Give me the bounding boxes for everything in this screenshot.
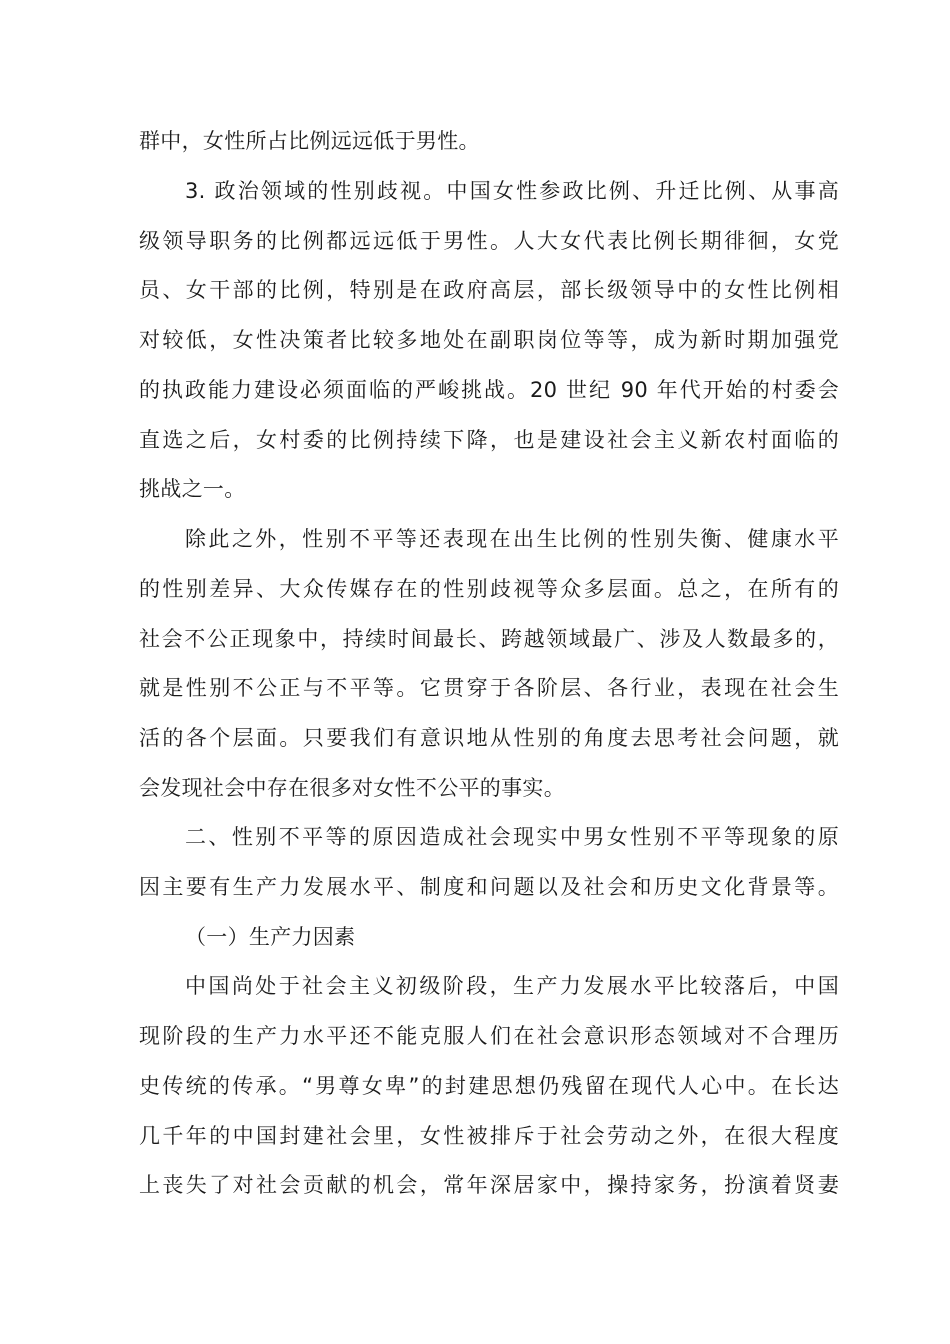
- text-line: 因主要有生产力发展水平、制度和问题以及社会和历史文化背景等。: [139, 875, 839, 899]
- text-line: 的性别差异、大众传媒存在的性别歧视等众多层面。总之，在所有的: [139, 577, 839, 601]
- text-line: 的执政能力建设必须面临的严峻挑战。20 世纪 90 年代开始的村委会: [139, 378, 839, 402]
- text-line: 活的各个层面。只要我们有意识地从性别的角度去思考社会问题，就: [139, 726, 839, 750]
- text-line: 员、女干部的比例，特别是在政府高层，部长级领导中的女性比例相: [139, 278, 839, 302]
- text-line: 会发现社会中存在很多对女性不公平的事实。: [139, 776, 565, 800]
- text-line: 级领导职务的比例都远远低于男性。人大女代表比例长期徘徊，女党: [139, 229, 839, 253]
- text-line: 群中，女性所占比例远远低于男性。: [139, 129, 480, 153]
- text-line: 对较低，女性决策者比较多地处在副职岗位等等，成为新时期加强党: [139, 328, 839, 352]
- text-line: 除此之外，性别不平等还表现在出生比例的性别失衡、健康水平: [185, 527, 839, 551]
- subsection-heading: （一）生产力因素: [185, 925, 356, 949]
- text-line: 就是性别不公正与不平等。它贯穿于各阶层、各行业，表现在社会生: [139, 676, 839, 700]
- text-line: 挑战之一。: [139, 477, 246, 501]
- text-line: 上丧失了对社会贡献的机会，常年深居家中，操持家务，扮演着贤妻: [139, 1173, 839, 1197]
- text-line: 中国尚处于社会主义初级阶段，生产力发展水平比较落后，中国: [185, 974, 839, 998]
- text-line: 直选之后，女村委的比例持续下降，也是建设社会主义新农村面临的: [139, 428, 839, 452]
- text-line: 3. 政治领域的性别歧视。中国女性参政比例、升迁比例、从事高: [185, 179, 839, 203]
- text-line: 史传统的传承。“男尊女卑”的封建思想仍残留在现代人心中。在长达: [139, 1074, 839, 1098]
- text-line: 社会不公正现象中，持续时间最长、跨越领域最广、涉及人数最多的，: [139, 627, 839, 651]
- text-line: 几千年的中国封建社会里，女性被排斥于社会劳动之外，在很大程度: [139, 1124, 839, 1148]
- text-line: 现阶段的生产力水平还不能克服人们在社会意识形态领域对不合理历: [139, 1024, 839, 1048]
- section-heading-line: 二、性别不平等的原因造成社会现实中男女性别不平等现象的原: [185, 825, 839, 849]
